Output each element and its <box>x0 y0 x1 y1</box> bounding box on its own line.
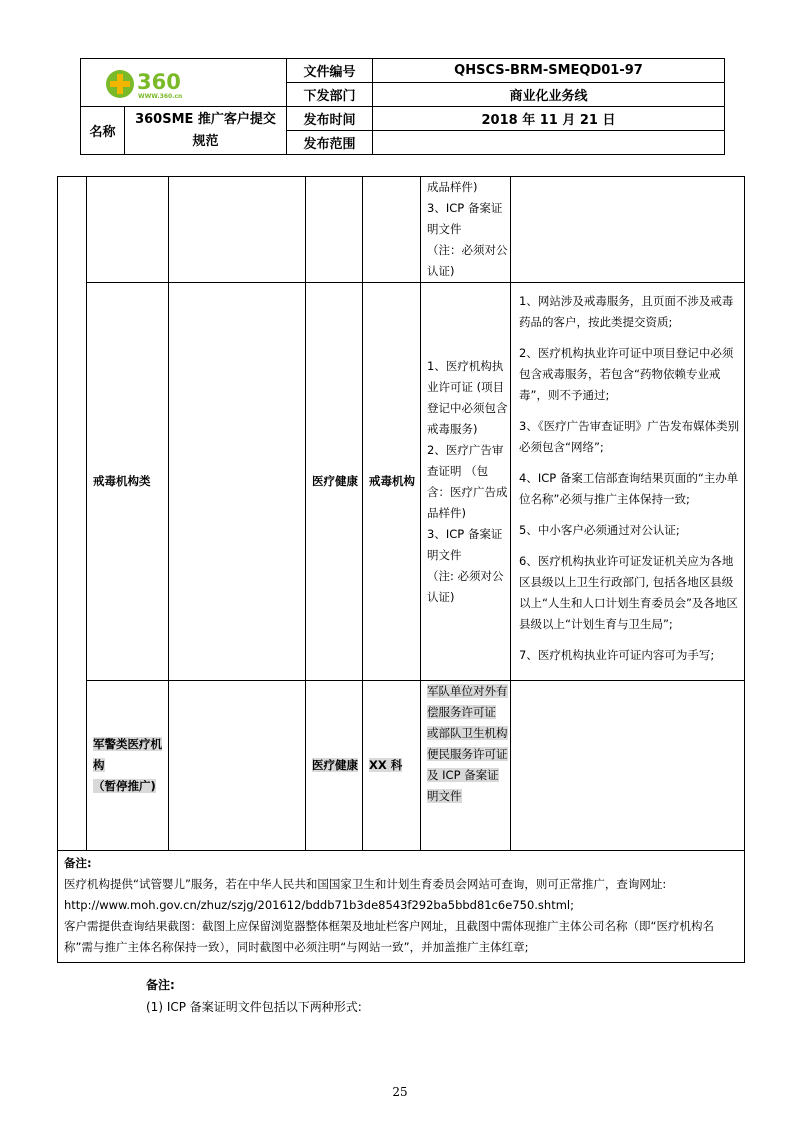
doc-header-table <box>80 58 725 155</box>
note-item: 6、医疗机构执业许可证发证机关应为各地区县级以上卫生行政部门, 包括各地区县级以上“人生和人口计划生育委员会”及各地区县级以上“计划生育与卫生局”; <box>519 554 738 631</box>
category-cell <box>87 681 169 851</box>
outer-column-cell <box>58 177 87 851</box>
remark-row <box>58 851 745 963</box>
note-item: 2、医疗机构执业许可证中项目登记中必须包含戒毒服务，若包含“药物依赖专业戒毒”，则不予通过; <box>519 346 734 402</box>
note-item: 4、ICP 备案工信部查询结果页面的“主办单位名称”必须与推广主体保持一致; <box>519 471 739 506</box>
logo-cell <box>81 59 287 107</box>
footer-note-item: (1) ICP 备案证明文件包括以下两种形式: <box>146 1000 362 1014</box>
note-item: 3、《医疗广告审查证明》广告发布媒体类别必须包含“网络”; <box>519 419 740 454</box>
label-publish-scope: 发布范围 <box>287 131 373 155</box>
value-publish-scope <box>373 131 725 155</box>
remark-line: 客户需提供查询结果截图：截图上应保留浏览器整体框架及地址栏客户网址，且截图中需体现推广主体公司名称（即“医疗机构名称”需与推广主体名称保持一致），同时截图中必须注明“与网站一致”，并加盖推广主体红章; <box>64 919 714 954</box>
docs-cell: 1、医疗机构执业许可证 (项目登记中必须包含戒毒服务) 2、医疗广告审查证明 （包含：医疗广告成品样件) 3、ICP 备案证明文件 （注: 必须对公认证) <box>421 283 511 681</box>
logo-url: WWW.360.cn <box>138 93 183 100</box>
category-text: 军警类医疗机构 （暂停推广) <box>93 737 162 793</box>
page-number: 25 <box>392 1085 408 1099</box>
industry-cell: 医疗健康 <box>306 283 363 681</box>
docs-text: 军队单位对外有偿服务许可证 或部队卫生机构便民服务许可证 及 ICP 备案证明文件 <box>427 684 508 803</box>
industry-cell <box>306 681 363 851</box>
name-label: 名称 <box>81 107 125 155</box>
logo-text: 360 <box>137 70 181 94</box>
category-cell: 戒毒机构类 <box>87 283 169 681</box>
label-doc-number: 文件编号 <box>287 59 373 83</box>
note-item: 1、网站涉及戒毒服务，且页面不涉及戒毒药品的客户，按此类提交资质; <box>519 294 734 329</box>
remark-url: http://www.moh.gov.cn/zhuz/szjg/201612/bddb71b3de8543f292ba5bbd81c6e750.shtml; <box>64 898 574 912</box>
doc-title: 360SME 推广客户提交规范 <box>125 107 287 155</box>
table-row <box>58 681 745 851</box>
sub-industry-cell: 戒毒机构 <box>363 283 421 681</box>
label-department: 下发部门 <box>287 83 373 107</box>
docs-cell: 成品样件) 3、ICP 备案证明文件 （注：必须对公认证) <box>421 177 511 283</box>
value-department: 商业化业务线 <box>373 83 725 107</box>
remark-line: 医疗机构提供“试管婴儿”服务，若在中华人民共和国国家卫生和计划生育委员会网站可查询，则可正常推广，查询网址: <box>64 877 667 891</box>
sub-industry-cell <box>363 681 421 851</box>
value-doc-number: QHSCS-BRM-SMEQD01-97 <box>373 59 725 83</box>
table-row <box>58 177 745 283</box>
note-item: 5、中小客户必须通过对公认证; <box>519 523 680 537</box>
label-publish-date: 发布时间 <box>287 107 373 131</box>
360-logo-icon <box>103 67 223 101</box>
notes-cell <box>511 283 745 681</box>
value-publish-date: 2018 年 11 月 21 日 <box>373 107 725 131</box>
remark-cell <box>58 851 745 963</box>
sub-industry-text: XX 科 <box>369 758 403 772</box>
table-row <box>58 283 745 681</box>
note-item: 7、医疗机构执业许可证内容可为手写; <box>519 648 715 662</box>
docs-cell <box>421 681 511 851</box>
industry-text: 医疗健康 <box>312 758 358 772</box>
requirements-table <box>57 176 745 963</box>
footer-note-title: 备注: <box>146 978 175 992</box>
remark-title: 备注: <box>64 856 92 870</box>
